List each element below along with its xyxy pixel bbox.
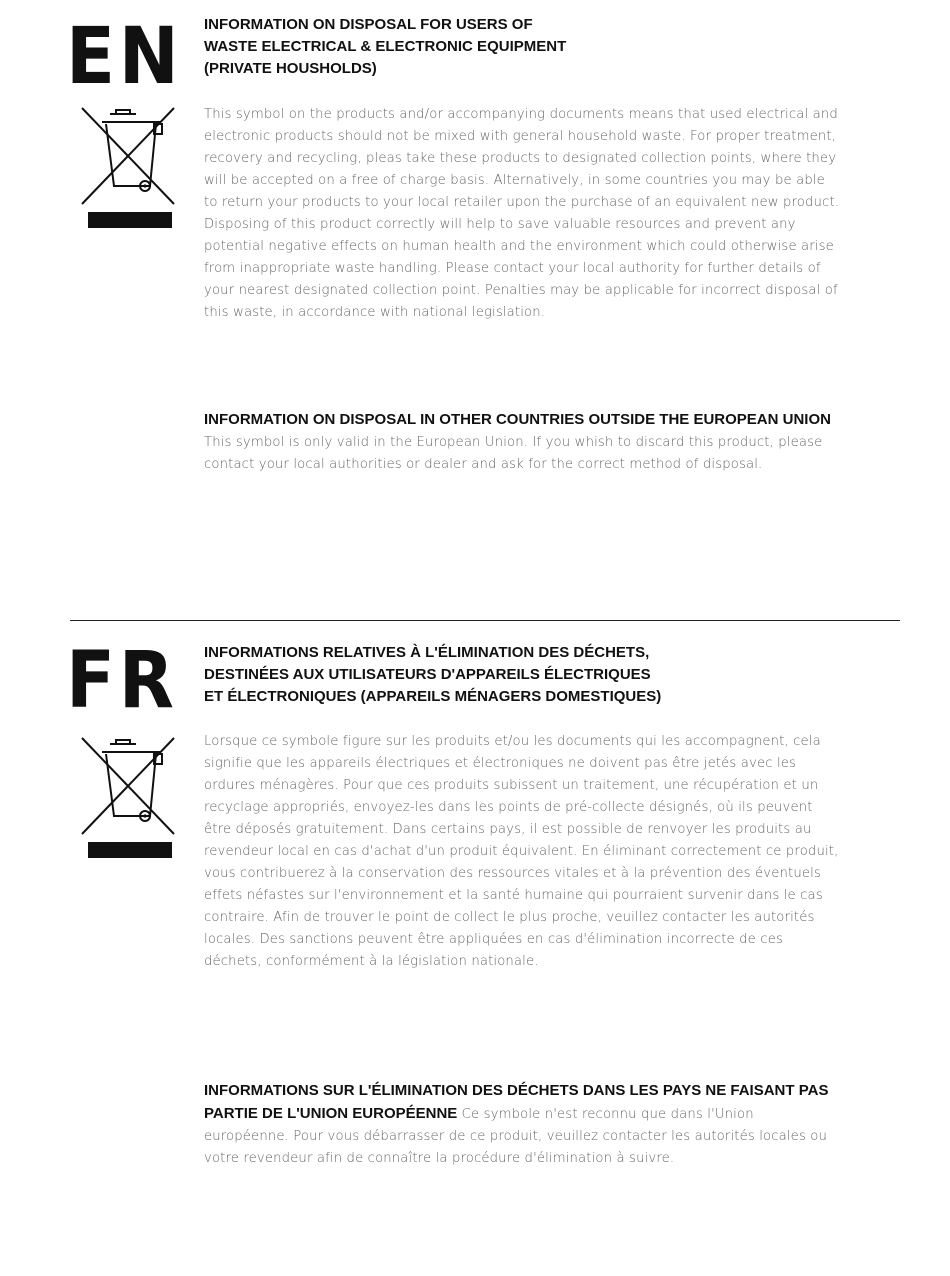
fr-heading: INFORMATIONS RELATIVES À L'ÉLIMINATION DES DÉCHETS, DESTINÉES AUX UTILISATEURS D'APPAREILS ÉLECTRIQUES ET ÉLECTRONIQUES (APPAREILS MÉNAGERS DOMESTIQUES) [204, 644, 662, 705]
en-outside-eu-body: This symbol is only valid in the European Union. If you whish to discard this product, please contact your local authorities or dealer and ask for the correct method of disposal. [204, 435, 823, 472]
fr-outside-eu-paragraph [204, 1080, 840, 1170]
en-outside-eu-paragraph [204, 409, 840, 476]
fr-outside-eu-heading: INFORMATIONS SUR L'ÉLIMINATION DES DÉCHETS DANS LES PAYS NE FAISANT PAS PARTIE DE L'UNION EUROPÉENNE [204, 1082, 829, 1122]
fr-outside-eu-body: Ce symbole n'est reconnu que dans l'Union européenne. Pour vous débarrasser de ce produit, veuillez contacter les autorités locales ou votre revendeur afin de connaître la procédure d'élimination à suivre. [204, 1107, 828, 1166]
fr-body: Lorsque ce symbole figure sur les produits et/ou les documents qui les accompagnent, cela signifie que les appareils électriques et électroniques ne doivent pas être jetés avec les ordures ménagères. Pour que ces produits subissent un traitement, une récupération et un recyclage appropriés, envoyez-les dans les points de pré-collecte désignés, où ils peuvent être déposés gratuitement. Dans certains pays, il est possible de renvoyer les produits au revendeur local en cas d'achat d'un produit équivalent. En éliminant correctement ce produit, vous contribuerez à la conservation des ressources vitales et à la prévention des éventuels effets néfastes sur l'environnement et la santé humaine qui pourraient survenir dans le cas contraire. Afin de trouver le point de collect le plus proche, veuillez contacter les autorités locales. Des sanctions peuvent être appliquées en cas d'élimination incorrecte de ces déchets, conformément à la législation nationale. [204, 734, 839, 969]
en-body: This symbol on the products and/or accompanying documents means that used electrical and electronic products should not be mixed with general household waste. For proper treatment, recovery and recycling, pleas take these products to designated collection points, where they will be accepted on a free of charge basis. Alternatively, in some countries you may be able to return your products to your local retailer upon the purchase of an equivalent new product. Disposing of this product correctly will help to save valuable resources and prevent any potential negative effects on human health and the environment which could otherwise arise from inappropriate waste handling. Please contact your local authority for further details of your nearest designated collection point. Penalties may be applicable for incorrect disposal of this waste, in accordance with national legislation. [204, 107, 840, 320]
en-language-code: EN [66, 12, 183, 102]
fr-language-code: FR [66, 636, 178, 726]
crossed-out-wheelie-bin-icon [80, 730, 180, 860]
en-heading: INFORMATION ON DISPOSAL FOR USERS OF WASTE ELECTRICAL & ELECTRONIC EQUIPMENT (PRIVATE HOUSHOLDS) [204, 16, 567, 77]
crossed-out-wheelie-bin-icon [80, 100, 180, 230]
en-outside-eu-heading: INFORMATION ON DISPOSAL IN OTHER COUNTRIES OUTSIDE THE EUROPEAN UNION [204, 411, 831, 428]
section-divider [70, 620, 900, 621]
